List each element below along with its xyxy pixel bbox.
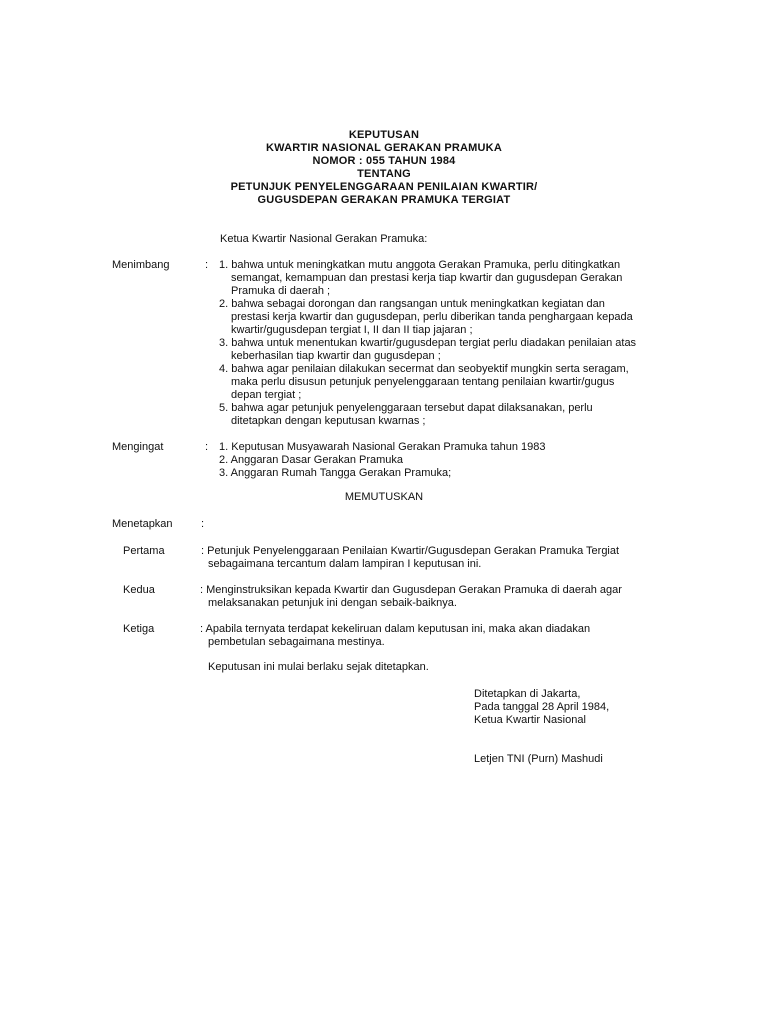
mengingat-label: Mengingat bbox=[112, 441, 164, 453]
ketiga-text-line2: pembetulan sebagaimana mestinya. bbox=[208, 636, 385, 648]
ketiga-text-line1: : Apabila ternyata terdapat kekeliruan dalam keputusan ini, maka akan diadakan bbox=[200, 623, 591, 635]
header-title: KEPUTUSAN bbox=[348, 129, 420, 141]
pertama-label: Pertama bbox=[123, 545, 165, 557]
menimbang-line: kwartir/gugusdepan tergiat I, II dan II tiap jajaran ; bbox=[231, 324, 473, 336]
menetapkan-label: Menetapkan bbox=[112, 518, 173, 530]
ketiga-label: Ketiga bbox=[123, 623, 155, 635]
header-subject-line1: PETUNJUK PENYELENGGARAAN PENILAIAN KWARTIR/ bbox=[230, 181, 538, 193]
mengingat-list bbox=[219, 441, 546, 480]
menimbang-label: Menimbang bbox=[112, 259, 170, 271]
kedua-text-line1: : Menginstruksikan kepada Kwartir dan Gugusdepan Gerakan Pramuka di daerah agar bbox=[200, 584, 622, 596]
menimbang-line: 3. bahwa untuk menentukan kwartir/gugusdepan tergiat perlu diadakan penilaian atas bbox=[219, 337, 637, 349]
menimbang-list bbox=[219, 259, 636, 428]
header-tentang: TENTANG bbox=[357, 168, 411, 180]
menimbang-line: 2. bahwa sebagai dorongan dan rangsangan untuk meningkatkan kegiatan dan bbox=[219, 298, 605, 310]
signature-place: Ditetapkan di Jakarta, bbox=[474, 688, 581, 700]
header-issuer: KWARTIR NASIONAL GERAKAN PRAMUKA bbox=[266, 142, 502, 154]
menimbang-line: depan tergiat ; bbox=[231, 389, 302, 401]
pertama-text-line2: sebagaimana tercantum dalam lampiran I keputusan ini. bbox=[208, 558, 482, 570]
menimbang-line: 1. bahwa untuk meningkatkan mutu anggota Gerakan Pramuka, perlu ditingkatkan bbox=[219, 259, 621, 271]
menimbang-line: maka perlu disusun petunjuk penyelenggaraan tentang penilaian kwartir/gugus bbox=[231, 376, 615, 388]
mengingat-line: 3. Anggaran Rumah Tangga Gerakan Pramuka; bbox=[219, 467, 452, 479]
memutuskan-heading: MEMUTUSKAN bbox=[344, 491, 424, 503]
menimbang-line: semangat, kemampuan dan prestasi kerja tiap kwartir dan gugusdepan Gerakan bbox=[231, 272, 623, 284]
menimbang-line: prestasi kerja kwartir dan gugusdepan, perlu diberikan tanda penghargaan kepada bbox=[231, 311, 633, 323]
kedua-label: Kedua bbox=[123, 584, 155, 596]
pertama-text-line1: : Petunjuk Penyelenggaraan Penilaian Kwartir/Gugusdepan Gerakan Pramuka Tergiat bbox=[201, 545, 620, 557]
signature-name: Letjen TNI (Purn) Mashudi bbox=[474, 753, 603, 765]
signature-title: Ketua Kwartir Nasional bbox=[474, 714, 586, 726]
header-subject-line2: GUGUSDEPAN GERAKAN PRAMUKA TERGIAT bbox=[257, 194, 511, 206]
menimbang-line: Pramuka di daerah ; bbox=[231, 285, 331, 297]
document-header bbox=[0, 129, 768, 207]
menimbang-line: keberhasilan tiap kwartir dan gugusdepan ; bbox=[231, 350, 441, 362]
menimbang-line: ditetapkan dengan keputusan kwarnas ; bbox=[231, 415, 426, 427]
menimbang-line: 4. bahwa agar penilaian dilakukan secermat dan seobyektif mungkin serta seragam, bbox=[219, 363, 629, 375]
closing-statement: Keputusan ini mulai berlaku sejak ditetapkan. bbox=[208, 661, 429, 673]
mengingat-line: 1. Keputusan Musyawarah Nasional Gerakan Pramuka tahun 1983 bbox=[219, 441, 546, 453]
menimbang-colon: : bbox=[205, 259, 209, 271]
menetapkan-colon: : bbox=[201, 518, 205, 530]
kedua-text-line2: melaksanakan petunjuk ini dengan sebaik-baiknya. bbox=[208, 597, 457, 609]
mengingat-colon: : bbox=[205, 441, 209, 453]
signature-date: Pada tanggal 28 April 1984, bbox=[474, 701, 610, 713]
opening-statement: Ketua Kwartir Nasional Gerakan Pramuka: bbox=[220, 233, 428, 245]
mengingat-line: 2. Anggaran Dasar Gerakan Pramuka bbox=[219, 454, 404, 466]
header-number: NOMOR : 055 TAHUN 1984 bbox=[312, 155, 456, 167]
menimbang-line: 5. bahwa agar petunjuk penyelenggaraan tersebut dapat dilaksanakan, perlu bbox=[219, 402, 593, 414]
